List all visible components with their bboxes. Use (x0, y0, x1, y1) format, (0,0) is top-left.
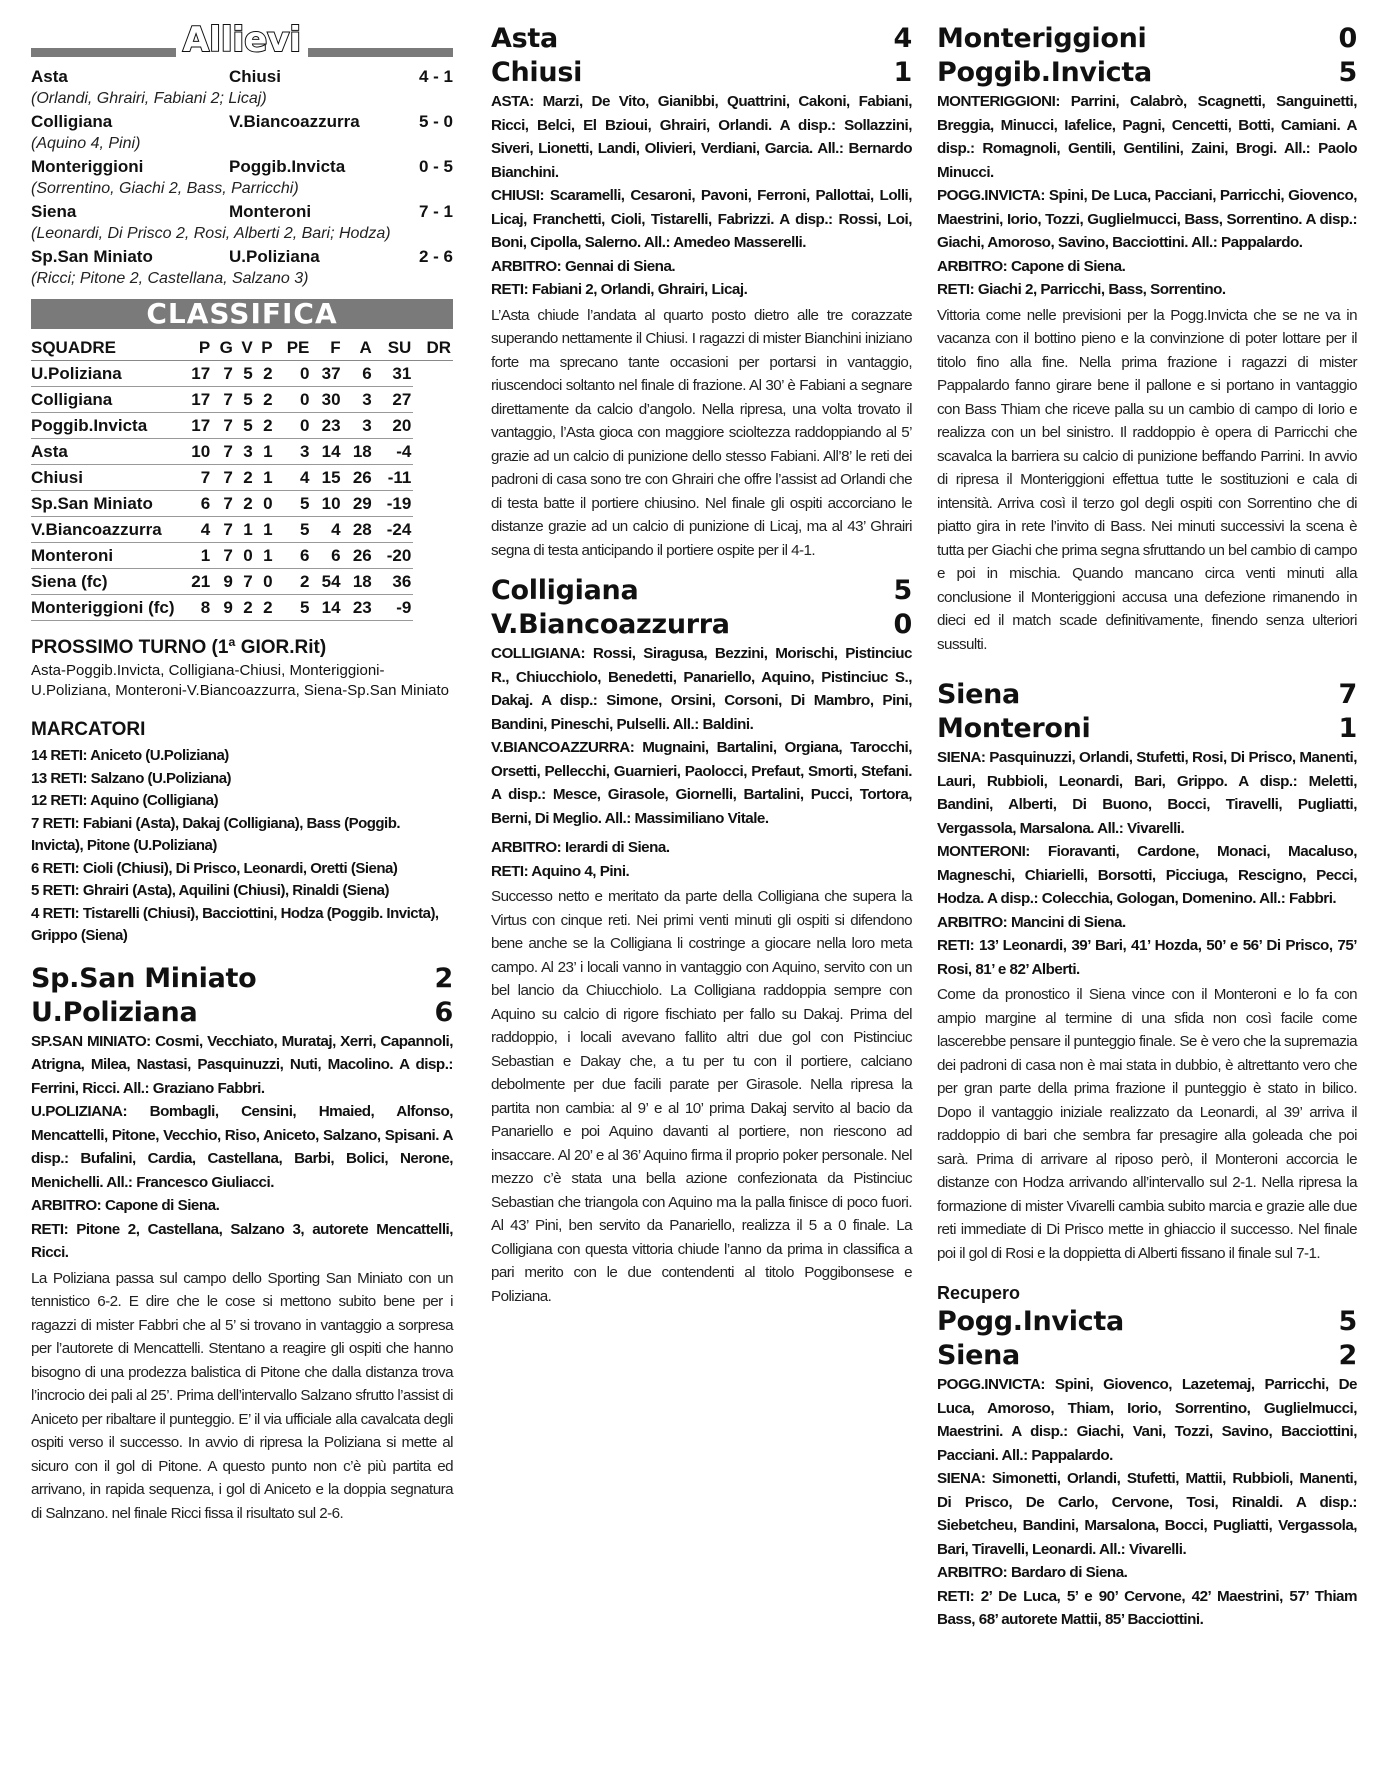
stat-cell: 2 (235, 491, 255, 517)
away-team: V.Biancoazzurra (229, 112, 360, 131)
match-siena (937, 678, 1357, 1265)
result-row (31, 246, 453, 268)
result-row (31, 111, 453, 133)
team-name: Monteriggioni (fc) (31, 595, 181, 621)
section-title: Allievi (176, 22, 308, 58)
stat-cell: 0 (275, 387, 312, 413)
stat-cell: 1 (255, 517, 275, 543)
stat-cell: 14 (311, 595, 342, 621)
team-name: U.Poliziana (31, 361, 181, 387)
stat-cell: 7 (212, 543, 235, 569)
stat-cell: 4 (275, 465, 312, 491)
stat-cell: 7 (181, 465, 212, 491)
stat-cell: 9 (212, 569, 235, 595)
stat-cell: 5 (275, 595, 312, 621)
stat-cell: 7 (212, 439, 235, 465)
stat-cell: 0 (255, 491, 275, 517)
stat-cell: 0 (235, 543, 255, 569)
col-header: V (235, 335, 255, 361)
match-report: L’Asta chiude l’andata al quarto posto dietro alle tre corazzate superando nettamente il Chiusi. I ragazzi di mister Bianchini iniziano forte ma sprecano tante occasioni per portarsi in vantaggio, riuscendoci soltanto nel finale di frazione. Al 30’ è Fabiani a segnare direttamente da calcio d’angolo. Nella ripresa, una volta trovato il vantaggio, l’Asta gioca con maggiore scioltezza raddoppiando al 5’ grazie ad un calcio di punizione dello stesso Fabiani. All’8’ le reti dei padroni di casa sono tre con Ghrairi che offre l’assist ad Orlandi che di testa batte il portiere chiusino. Nel finale gli ospiti accorciano le distanze grazie ad un calcio di punizione di Licaj, ma al 43’ Ghrairi segna di testa anticipando il portiere ospite per il 4-1. (491, 306, 912, 559)
scorer-line: 7 RETI: Fabiani (Asta), Dakaj (Colligiana), Bass (Poggib. Invicta), Pitone (U.Poliziana) (31, 814, 401, 854)
stat-cell: 18 (343, 569, 374, 595)
away-score: 1 (1338, 713, 1357, 744)
away-team: Monteroni (229, 202, 312, 221)
home-lineup: POGG.INVICTA: Spini, Giovenco, Lazetemaj, Parricchi, De Luca, Amoroso, Thiam, Iorio, Sorrentino, Guglielmucci, Maestrini. A disp.: Giachi, Vani, Tozzi, Savino, Bacciottini, Pacciani. All.: Pappalardo. (937, 1376, 1357, 1464)
stat-cell: 36 (374, 569, 414, 595)
stat-cell: 31 (374, 361, 414, 387)
scorer-line: 14 RETI: Aniceto (U.Poliziana) (31, 747, 229, 764)
stat-cell: 1 (235, 517, 255, 543)
standings-row (31, 465, 453, 491)
results-list (31, 66, 453, 289)
stat-cell: 2 (235, 465, 255, 491)
match-home-row (937, 22, 1357, 56)
goals: RETI: Aquino 4, Pini. (491, 862, 630, 880)
match-away-row (491, 608, 912, 642)
home-lineup: SIENA: Pasquinuzzi, Orlandi, Stufetti, Rosi, Di Prisco, Manenti, Lauri, Rubbioli, Leonardi, Bari, Grippo. A disp.: Meletti, Bandini, Alberti, Di Buono, Bocci, Tiravelli, Pugliatti, Vergassola, Marsalona. All.: Vivarelli. (937, 749, 1357, 837)
scorer-line: 12 RETI: Aquino (Colligiana) (31, 792, 219, 809)
stat-cell: 7 (235, 569, 255, 595)
home-team: Sp.San Miniato (31, 247, 153, 266)
match-recupero (937, 1305, 1357, 1632)
stat-cell: 2 (275, 569, 312, 595)
home-score: 5 (893, 575, 912, 606)
standings-row (31, 517, 453, 543)
scorers-list (31, 745, 453, 948)
stat-cell: 5 (235, 387, 255, 413)
stat-cell: -9 (374, 595, 414, 621)
stat-cell: 2 (255, 361, 275, 387)
col-header: SQUADRE (31, 335, 181, 361)
result-scorers: (Aquino 4, Pini) (31, 135, 141, 152)
home-lineup: ASTA: Marzi, De Vito, Gianibbi, Quattrini, Cakoni, Fabiani, Ricci, Belci, El Bzioui, Ghrairi, Orlandi. A disp.: Sollazzini, Siveri, Lionetti, Landi, Olivieri, Verdiani, Garcia. All.: Bernardo Bianchini. (491, 93, 912, 181)
scorers-title: MARCATORI (31, 719, 146, 740)
stat-cell: 1 (255, 465, 275, 491)
match-report: La Poliziana passa sul campo dello Sporting San Miniato con un tennistico 6-2. E dire che le cose si mettono subito bene per i ragazzi di mister Fabbri che al 5’ si trovano in vantaggio a sorpresa per l’autorete di Mencattelli. Stentano a reagire gli ospiti che hanno bisogno di una prodezza balistica di Pitone che dalla distanza trova l’incrocio dei pali al 25’. Prima dell’intervallo Salzano sfrutto l’assist di Aniceto per ribaltare il punteggio. E’ il via ufficiale alla cavalcata degli ospiti verso il successo. In avvio di ripresa la Poliziana si mette al sicuro con il gol di Pitone. A questo punto non c’è più partita ed arrivano, in rapida sequenza, i gol di Aniceto e la doppia segnatura di Salnzano. nel finale Ricci fissa il risultato sul 2-6. (31, 1269, 453, 1522)
away-team: U.Poliziana (31, 996, 198, 1028)
referee: ARBITRO: Bardaro di Siena. (937, 1564, 1128, 1581)
home-team: Pogg.Invicta (937, 1306, 1124, 1337)
stat-cell: 2 (235, 595, 255, 621)
goals: RETI: Giachi 2, Parricchi, Bass, Sorrentino. (937, 281, 1226, 298)
result-scorers: (Ricci; Pitone 2, Castellana, Salzano 3) (31, 270, 309, 287)
home-team: Colligiana (491, 575, 639, 606)
away-team: Siena (937, 1340, 1020, 1371)
stat-cell: 1 (181, 543, 212, 569)
stat-cell: 5 (275, 491, 312, 517)
stat-cell: 54 (311, 569, 342, 595)
result-scorers: (Sorrentino, Giachi 2, Bass, Parricchi) (31, 180, 299, 197)
stat-cell: -20 (374, 543, 414, 569)
stat-cell: 6 (311, 543, 342, 569)
goals: RETI: 2’ De Luca, 5’ e 90’ Cervone, 42’ Maestrini, 57’ Thiam Bass, 68’ autorete Mattii, 85’ Bacciottini. (937, 1587, 1357, 1628)
col-header: SU (374, 335, 414, 361)
stat-cell: 2 (255, 413, 275, 439)
stat-cell: 17 (181, 361, 212, 387)
away-team: Poggib.Invicta (937, 57, 1152, 88)
away-lineup: V.BIANCOAZZURRA: Mugnaini, Bartalini, Orgiana, Tarocchi, Orsetti, Pellecchi, Guarnieri, Paolocci, Prefaut, Smorti, Stefani. A disp.: Mesce, Girasole, Giornelli, Bartalini, Pucci, Tortora, Berni, Di Meglio. All.: Massimiliano Vitale. (491, 739, 912, 827)
goals: RETI: Fabiani 2, Orlandi, Ghrairi, Licaj. (491, 281, 748, 298)
stat-cell: 3 (343, 387, 374, 413)
col-header: A (343, 335, 374, 361)
stat-cell: 7 (212, 491, 235, 517)
away-score: 5 (1338, 57, 1357, 88)
score: 5 - 0 (418, 112, 453, 131)
home-lineup: MONTERIGGIONI: Parrini, Calabrò, Scagnetti, Sanguinetti, Breggia, Minucci, Iafelice, Pagni, Cencetti, Botti, Camiani. A disp.: Romagnoli, Gentili, Gentilini, Zaini, Brogi. All.: Paolo Minucci. (937, 93, 1357, 181)
stat-cell: 26 (343, 543, 374, 569)
stat-cell: 37 (311, 361, 342, 387)
scorer-line: 5 RETI: Ghrairi (Asta), Aquilini (Chiusi), Rinaldi (Siena) (31, 882, 389, 899)
stat-cell: 2 (255, 387, 275, 413)
team-name: Chiusi (31, 465, 181, 491)
stat-cell: 17 (181, 387, 212, 413)
scorer-line: 13 RETI: Salzano (U.Poliziana) (31, 769, 232, 787)
stat-cell: -19 (374, 491, 414, 517)
standings-header (31, 335, 453, 361)
away-score: 0 (893, 609, 912, 640)
stat-cell: 4 (311, 517, 342, 543)
away-team: Chiusi (229, 67, 281, 86)
col-header: PE (275, 335, 312, 361)
match-home-row (937, 1305, 1357, 1339)
goals: RETI: 13’ Leonardi, 39’ Bari, 41’ Hozda, 50’ e 56’ Di Prisco, 75’ Rosi, 81’ e 82’ Alberti. (937, 937, 1357, 978)
referee: ARBITRO: Ierardi di Siena. (491, 839, 670, 856)
home-team: Sp.San Miniato (31, 962, 257, 994)
home-team: Siena (937, 679, 1020, 710)
home-team: Asta (31, 67, 68, 86)
match-report: Successo netto e meritato da parte della Colligiana che supera la Virtus con cinque reti. Nei primi venti minuti gli ospiti si difendono bene anche se la Colligiana li costringe a giocare nella loro meta campo. Al 23’ i locali vanno in vantaggio con Aquino, servito con un bel lancio da Chiucchiolo. La Colligiana raddoppia sempre con Aquino su calcio di rigore fischiato per fallo su Dakaj. Prima del raddoppio, i locali avevano fallito altri due gol con Pistinciuc Sebastian e Dakay che, a tu per tu con il portiere, calciano debolmente per due facili parate per Girasole. Nella ripresa la partita non cambia: al 9’ e al 10’ prima Dakaj servito al bacio da Panariello e poi Aquino davanti al portiere, non riescono ad insaccare. Al 20’ e al 36’ Aquino firma il proprio poker personale. Nel mezzo c’è stata una bella azione confezionata da Pistinciuc Sebastian che triangola con Aquino ma la palla finisce di poco fuori. Al 43’ Pini, ben servito da Panariello, realizza il 5 a 0 finale. La Colligiana con questa vittoria chiude l’anno da prima in classifica a pari merito con le due contendenti al titolo Poggibonsese e Poliziana. (491, 888, 912, 1305)
stat-cell: 27 (374, 387, 414, 413)
match-home-row (31, 962, 453, 996)
stat-cell: 5 (235, 361, 255, 387)
referee: ARBITRO: Mancini di Siena. (937, 913, 1126, 931)
away-lineup: CHIUSI: Scaramelli, Cesaroni, Pavoni, Ferroni, Pallottai, Lolli, Licaj, Franchetti, Cioli, Tistarelli, Fabrizzi. A disp.: Rossi, Loi, Boni, Cipolla, Salerno. All.: Amedeo Masserelli. (491, 187, 912, 251)
stat-cell: 7 (212, 465, 235, 491)
stat-cell: 1 (255, 439, 275, 465)
stat-cell: 14 (311, 439, 342, 465)
stat-cell: 3 (343, 413, 374, 439)
home-team: Monteriggioni (31, 157, 144, 176)
home-team: Colligiana (31, 112, 113, 131)
match-report: Come da pronostico il Siena vince con il Monteroni e lo fa con ampio margine al termine di una sfida non così facile come lascerebbe pensare il punteggio finale. Se è vero che la supremazia dei padroni di casa non è mai stata in dubbio, è altrettanto vero che per gran parte della prima frazione il punteggio è stato in bilico. Dopo il vantaggio iniziale realizzato da Leonardi, al 39’ arriva il raddoppio di bari che sembra far presagire alla goleada che poi sarà. Prima di arrivare al riposo però, il Monteroni accorcia le distanze con Hodza arrivando all’intervallo sul 2-1. Nella ripresa la formazione di mister Vivarelli cambia subito marcia e grazie alle due reti immediate di Di Prisco mette in ghiaccio il successo. Nel finale poi il gol di Rosi e la doppietta di Alberti fissano il finale sul 7-1. (937, 986, 1357, 1262)
col-header: P (181, 335, 212, 361)
team-name: Siena (fc) (31, 569, 181, 595)
standings-row (31, 387, 453, 413)
col-header: G (212, 335, 235, 361)
stat-cell: -24 (374, 517, 414, 543)
stat-cell: 0 (275, 413, 312, 439)
right-column (937, 22, 1357, 1632)
match-away-row (937, 56, 1357, 90)
standings-body (31, 361, 453, 621)
standings-row (31, 595, 453, 621)
away-team: Monteroni (937, 713, 1091, 744)
away-lineup: U.POLIZIANA: Bombagli, Censini, Hmaied, Alfonso, Mencattelli, Pitone, Vecchio, Riso, Aniceto, Salzano, Spisani. A disp.: Bufalini, Cardia, Castellana, Barbi, Bolici, Nerone, Menichelli. All.: Francesco Giuliacci. (31, 1103, 453, 1191)
result-row (31, 156, 453, 178)
scorer-line: 6 RETI: Cioli (Chiusi), Di Prisco, Leonardi, Oretti (Siena) (31, 859, 398, 877)
next-round-text: Asta-Poggib.Invicta, Colligiana-Chiusi, Monteriggioni-U.Poliziana, Monteroni-V.Biancoazzurra, Siena-Sp.San Miniato (31, 662, 450, 699)
match-home-row (491, 574, 912, 608)
away-team: Chiusi (491, 57, 583, 88)
away-score: 2 (1338, 1340, 1357, 1371)
home-score: 4 (893, 23, 912, 54)
recupero-label: Recupero (937, 1283, 1021, 1303)
stat-cell: 1 (255, 543, 275, 569)
stat-cell: -4 (374, 439, 414, 465)
scorer-line: 4 RETI: Tistarelli (Chiusi), Bacciottini, Hodza (Poggib. Invicta), Grippo (Siena) (31, 904, 439, 944)
stat-cell: 9 (212, 595, 235, 621)
team-name: Asta (31, 439, 181, 465)
stat-cell: 18 (343, 439, 374, 465)
stat-cell: 7 (212, 517, 235, 543)
stat-cell: 6 (275, 543, 312, 569)
stat-cell: 2 (255, 595, 275, 621)
result-scorers: (Orlandi, Ghrairi, Fabiani 2; Licaj) (31, 90, 267, 107)
away-score: 6 (434, 996, 453, 1028)
home-score: 5 (1338, 1306, 1357, 1337)
stat-cell: 6 (343, 361, 374, 387)
col-header: F (311, 335, 342, 361)
referee: ARBITRO: Gennai di Siena. (491, 257, 676, 275)
team-name: Poggib.Invicta (31, 413, 181, 439)
stat-cell: 15 (311, 465, 342, 491)
stat-cell: 5 (235, 413, 255, 439)
score: 7 - 1 (418, 202, 453, 221)
home-score: 0 (1338, 23, 1357, 54)
standings-row (31, 439, 453, 465)
stat-cell: 7 (212, 361, 235, 387)
team-name: Colligiana (31, 387, 181, 413)
away-team: U.Poliziana (229, 247, 320, 266)
match-asta (491, 22, 912, 562)
stat-cell: 7 (212, 387, 235, 413)
home-score: 7 (1338, 679, 1357, 710)
score: 0 - 5 (418, 157, 453, 176)
allievi-banner (31, 22, 453, 58)
col-header: DR (413, 335, 453, 361)
stat-cell: 17 (181, 413, 212, 439)
stat-cell: 5 (275, 517, 312, 543)
score: 2 - 6 (418, 247, 453, 266)
home-team: Monteriggioni (937, 23, 1147, 54)
away-team: V.Biancoazzurra (491, 609, 730, 640)
home-lineup: COLLIGIANA: Rossi, Siragusa, Bezzini, Morischi, Pistinciuc R., Chiucchiolo, Benedetti, Panariello, Aquino, Pistinciuc S., Dakaj. A disp.: Simone, Orsini, Corsoni, Di Mambro, Pini, Bandini, Pineschi, Pulselli. All.: Baldini. (491, 645, 912, 733)
stat-cell: 0 (255, 569, 275, 595)
match-home-row (937, 678, 1357, 712)
standings-row (31, 491, 453, 517)
stat-cell: 10 (181, 439, 212, 465)
stat-cell: 8 (181, 595, 212, 621)
team-name: Sp.San Miniato (31, 491, 181, 517)
stat-cell: 10 (311, 491, 342, 517)
classifica-banner: CLASSIFICA (31, 299, 453, 329)
stat-cell: 23 (311, 413, 342, 439)
home-team: Siena (31, 202, 77, 221)
match-away-row (937, 1339, 1357, 1373)
col-header: P (255, 335, 275, 361)
match-colligiana (491, 574, 912, 1308)
stat-cell: 21 (181, 569, 212, 595)
match-away-row (937, 712, 1357, 746)
standings-row (31, 543, 453, 569)
score: 4 - 1 (418, 67, 453, 86)
away-lineup: POGG.INVICTA: Spini, De Luca, Pacciani, Parricchi, Giovenco, Maestrini, Iorio, Tozzi, Guglielmucci, Bass, Sorrentino. A disp.: Giachi, Amoroso, Savino, Bacciottini. All.: Pappalardo. (937, 187, 1357, 251)
away-score: 1 (893, 57, 912, 88)
stat-cell: 26 (343, 465, 374, 491)
away-lineup: SIENA: Simonetti, Orlandi, Stufetti, Mattii, Rubbioli, Manenti, Di Prisco, De Carlo, Cervone, Tosi, Rinaldi. A disp.: Siebetcheu, Bandini, Marsalona, Bocci, Pugliatti, Vergassola, Bari, Tiravelli, Leonardi. All.: Vivarelli. (937, 1470, 1357, 1558)
stat-cell: -11 (374, 465, 414, 491)
result-row (31, 66, 453, 88)
match-home-row (491, 22, 912, 56)
stat-cell: 6 (181, 491, 212, 517)
standings-row (31, 569, 453, 595)
stat-cell: 23 (343, 595, 374, 621)
match-away-row (491, 56, 912, 90)
stat-cell: 28 (343, 517, 374, 543)
team-name: Monteroni (31, 543, 181, 569)
team-name: V.Biancoazzurra (31, 517, 181, 543)
left-column (31, 22, 453, 1525)
stat-cell: 30 (311, 387, 342, 413)
home-score: 2 (434, 962, 453, 994)
stat-cell: 4 (181, 517, 212, 543)
away-lineup: MONTERONI: Fioravanti, Cardone, Monaci, Macaluso, Magneschi, Chiarielli, Borsotti, Picciuga, Rescigno, Pecci, Hodza. A disp.: Colecchia, Gologan, Domenino. All.: Fabbri. (937, 843, 1357, 907)
stat-cell: 3 (235, 439, 255, 465)
middle-column (491, 22, 912, 1308)
standings-row (31, 413, 453, 439)
match-away-row (31, 996, 453, 1030)
result-row (31, 201, 453, 223)
standings-row (31, 361, 453, 387)
match-monteriggioni (937, 22, 1357, 656)
result-scorers: (Leonardi, Di Prisco 2, Rosi, Alberti 2, Bari; Hodza) (31, 225, 391, 242)
stat-cell: 0 (275, 361, 312, 387)
referee: ARBITRO: Capone di Siena. (937, 257, 1126, 275)
stat-cell: 3 (275, 439, 312, 465)
goals: RETI: Pitone 2, Castellana, Salzano 3, autorete Mencattelli, Ricci. (31, 1220, 453, 1261)
match-sanminiato (31, 962, 453, 1526)
home-lineup: SP.SAN MINIATO: Cosmi, Vecchiato, Murataj, Xerri, Capannoli, Atrigna, Milea, Nastasi, Pasquinuzzi, Nuti, Macolino. A disp.: Ferrini, Ricci. All.: Graziano Fabbri. (31, 1032, 453, 1097)
away-team: Poggib.Invicta (229, 157, 346, 176)
stat-cell: 7 (212, 413, 235, 439)
stat-cell: 29 (343, 491, 374, 517)
standings-table (31, 335, 453, 621)
stat-cell: 20 (374, 413, 414, 439)
home-team: Asta (491, 23, 558, 54)
match-report: Vittoria come nelle previsioni per la Pogg.Invicta che se ne va in vacanza con il bottino pieno e la convinzione di poter lottare per il titolo fino alla fine. Nella prima frazione i ragazzi di mister Pappalardo fanno girare bene il pallone e si portano in vantaggio con Bass Thiam che riceve palla su un cambio di campo di Iorio e realizza con un bel sinistro. Il raddoppio è opera di Parricchi che scavalca la barriera su calcio di punizione beffando Parrini. In avvio di ripresa il Monteriggioni effettua tutte le sostituzioni e cala di intensità. Arriva così il terzo gol degli ospiti con Sorrentino che di piatto gira in rete l’invito di Bass. Nei minuti successivi la scena è tutta per Giachi che prima segna sfruttando un bel cambio di campo e poi in mischia. Quando mancano circa venti minuti alla conclusione il Monteriggioni accusa una defezione rimanendo in dieci ed il match scade definitivamente, finendo senza ulteriori sussulti. (937, 306, 1357, 653)
referee: ARBITRO: Capone di Siena. (31, 1197, 220, 1214)
next-round-title: PROSSIMO TURNO (1ª GIOR.Rit) (31, 637, 327, 658)
